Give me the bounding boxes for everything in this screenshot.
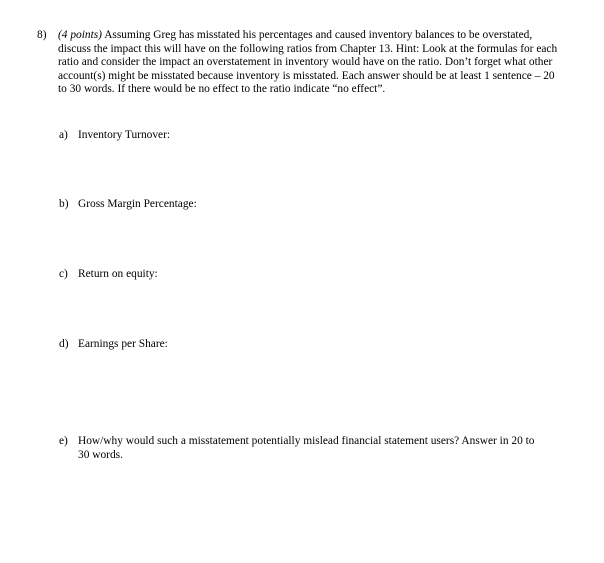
part-a-letter: a) (59, 129, 68, 141)
part-b-text: Gross Margin Percentage: (78, 198, 197, 210)
part-c (59, 268, 559, 282)
part-d-letter: d) (59, 338, 69, 350)
part-a-text: Inventory Turnover: (78, 129, 171, 141)
part-b (59, 198, 559, 212)
question-prompt (58, 29, 563, 97)
question-points: (4 points) (58, 29, 102, 41)
part-d-text: Earnings per Share: (78, 338, 168, 350)
part-e-text: How/why would such a misstatement potentially mislead financial statement users? Answer in 20 to 30 words. (78, 435, 535, 461)
part-c-letter: c) (59, 268, 68, 280)
question-text: Assuming Greg has misstated his percentages and caused inventory balances to be overstated, discuss the impact this will have on the following ratios from Chapter 13. Hint: Look at the formulas for each ratio and consider the impact an overstatement in inventory would have on the ratio. Don’t forget what other account(s) might be misstated because inventory is misstated. Each answer should be at least 1 sentence – 20 to 30 words. If there would be no effect to the ratio indicate “no effect”. (58, 29, 558, 96)
question-8 (37, 29, 577, 97)
part-d (59, 338, 559, 352)
part-c-text: Return on equity: (78, 268, 158, 280)
part-e (59, 435, 559, 462)
question-number: 8) (37, 29, 47, 41)
part-e-letter: e) (59, 435, 68, 447)
part-a (59, 129, 559, 143)
part-b-letter: b) (59, 198, 69, 210)
